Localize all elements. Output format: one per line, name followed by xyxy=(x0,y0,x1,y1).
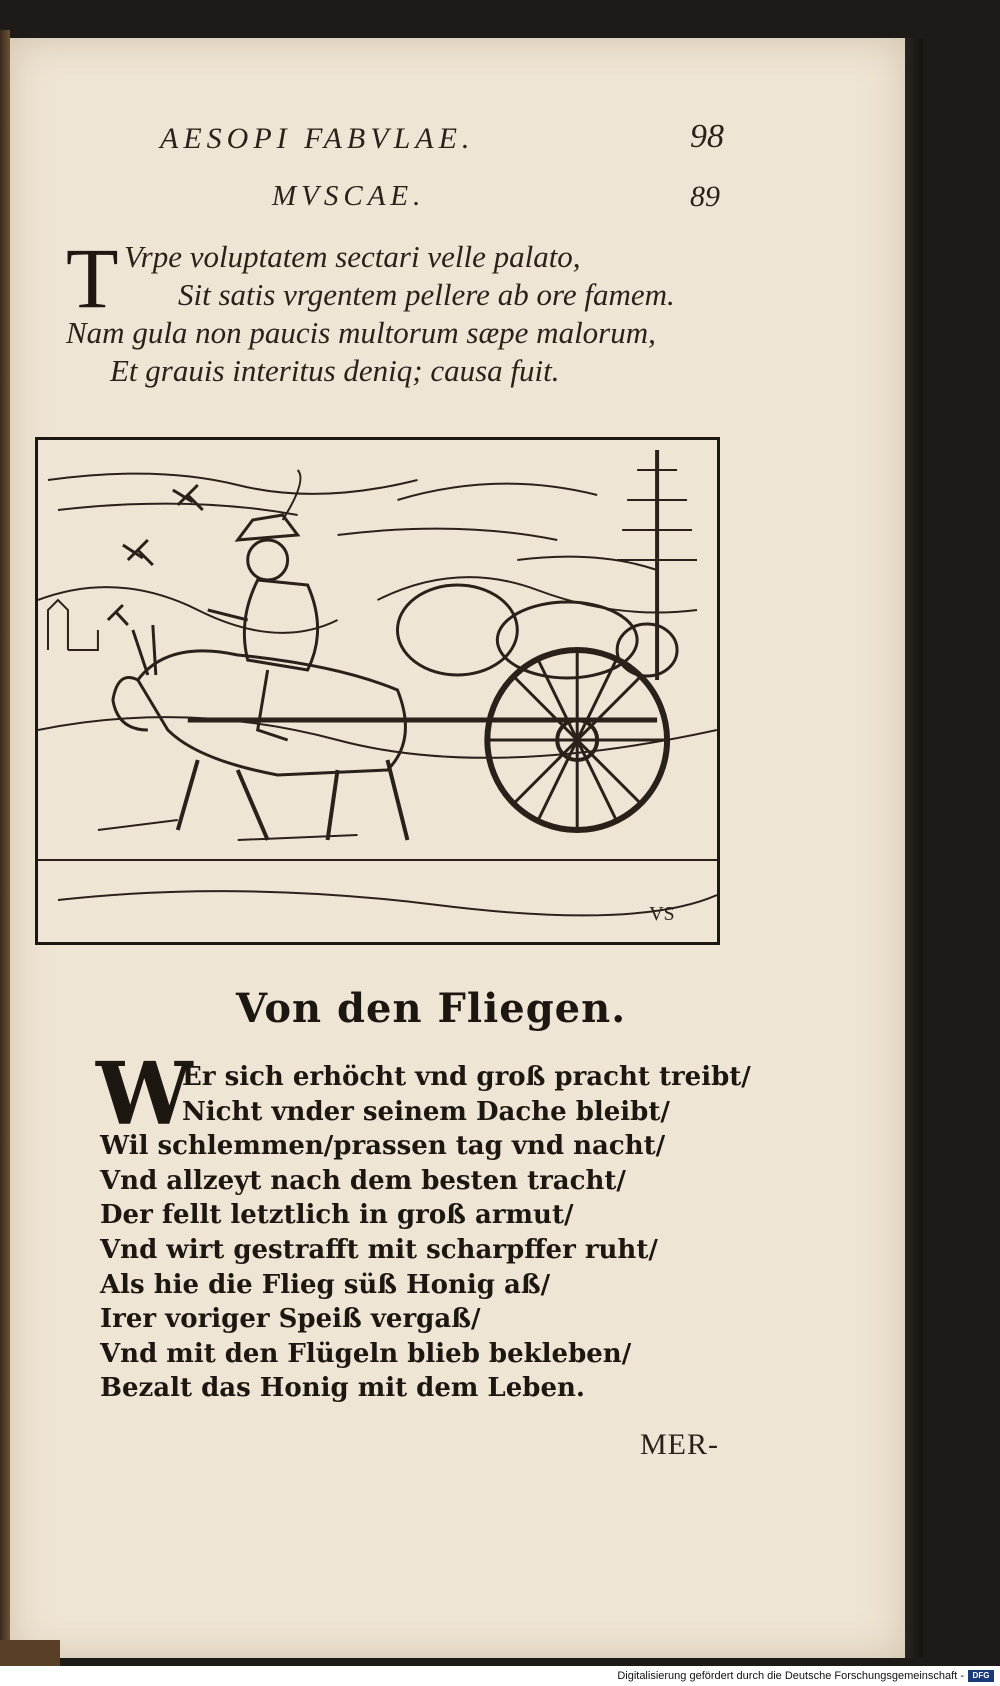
binding-corner xyxy=(0,1640,60,1666)
woodcut-illustration xyxy=(35,437,720,945)
german-line: Irer voriger Speiß vergaß/ xyxy=(100,1304,481,1335)
german-line: Nicht vnder seinem Dache bleibt/ xyxy=(182,1096,670,1127)
german-line: Als hie die Flieg süß Honig aß/ xyxy=(100,1269,551,1300)
latin-line: Nam gula non paucis multorum sæpe malorum, xyxy=(66,315,656,350)
footer-credit: Digitalisierung gefördert durch die Deutsche Forschungsgemeinschaft - xyxy=(617,1670,964,1682)
latin-verse xyxy=(66,238,726,390)
german-title: Von den Fliegen. xyxy=(236,985,627,1032)
running-title: AESOPI FABVLAE. xyxy=(160,122,475,155)
fable-title: MVSCAE. xyxy=(272,180,426,212)
binding-gutter xyxy=(0,30,10,1660)
german-line: Vnd mit den Flügeln blieb bekleben/ xyxy=(100,1338,632,1369)
latin-line: Vrpe voluptatem sectari velle palato, xyxy=(124,239,581,274)
german-line: Vnd allzeyt nach dem besten tracht/ xyxy=(100,1165,626,1196)
catchword: MER- xyxy=(640,1428,719,1461)
latin-drop-cap: T xyxy=(66,230,119,326)
folio-printed: 89 xyxy=(690,180,720,213)
woodcut-drawing xyxy=(38,440,717,942)
latin-line: Et grauis interitus deniq; causa fuit. xyxy=(110,353,560,388)
dfg-logo-icon: DFG xyxy=(968,1670,994,1682)
german-line: Wil schlemmen/prassen tag vnd nacht/ xyxy=(100,1131,666,1162)
german-line: Der fellt letztlich in groß armut/ xyxy=(100,1200,574,1231)
page-edge xyxy=(905,38,923,1658)
german-line: Er sich erhöcht vnd groß pracht treibt/ xyxy=(182,1062,751,1092)
german-line: Vnd wirt gestrafft mit scharpffer ruht/ xyxy=(100,1234,658,1265)
german-verse xyxy=(100,1060,751,1406)
woodcut-monogram: VS xyxy=(649,902,675,926)
folio-handwritten: 98 xyxy=(690,118,724,155)
german-line: Bezalt das Honig mit dem Leben. xyxy=(100,1373,585,1404)
digitization-footer xyxy=(0,1666,1000,1686)
latin-line: Sit satis vrgentem pellere ab ore famem. xyxy=(178,277,675,312)
german-drop-cap: W xyxy=(96,1044,193,1145)
